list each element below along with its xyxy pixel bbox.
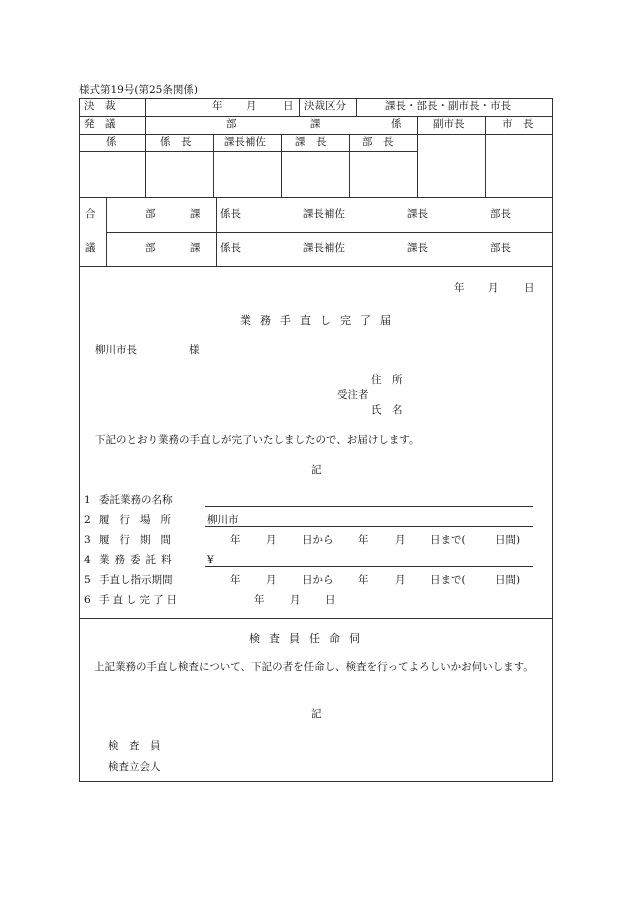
consult-hosa: 課長補佐: [303, 208, 345, 220]
kessai-day: 日: [283, 100, 294, 112]
notice-date-year: 年: [454, 282, 465, 294]
completion-day: 日: [325, 594, 336, 606]
honorific: 様: [189, 344, 200, 356]
completion-month: 月: [290, 594, 301, 606]
consult-section: 課: [190, 242, 201, 254]
consult-dept: 部: [145, 242, 156, 254]
period-year: 年: [358, 534, 369, 546]
consult-kacho: 課長: [407, 242, 428, 254]
consult-label-top: 合: [85, 208, 96, 220]
hatsugi-kakari: 係: [391, 118, 402, 130]
category-value: 課長・部長・副市長・市長: [385, 100, 511, 112]
item-number: 3: [84, 534, 91, 546]
period-month: 月: [266, 534, 277, 546]
period-days: 日間): [495, 574, 521, 586]
period-month: 月: [395, 534, 406, 546]
address-label: 住 所: [371, 374, 403, 386]
notice-date-day: 日: [524, 282, 535, 294]
name-label: 氏 名: [371, 404, 403, 416]
vice-mayor-header: 副市長: [433, 118, 465, 130]
witness-label: 検査立会人: [108, 761, 161, 773]
item-number: 5: [84, 574, 91, 586]
consult-dept: 部: [145, 208, 156, 220]
item-label: 手直し完了日: [99, 594, 180, 606]
period-year: 年: [230, 574, 241, 586]
consult-section: 課: [190, 208, 201, 220]
notice-title: 業務手直し完了届: [240, 314, 400, 327]
item-number: 6: [84, 594, 91, 606]
hatsugi-section: 課: [310, 118, 321, 130]
kessai-year: 年: [212, 100, 223, 112]
notice-ki: 記: [311, 464, 322, 476]
item-value: 柳川市: [207, 514, 239, 526]
contractor-label: 受注者: [337, 389, 369, 401]
item-number: 2: [84, 514, 91, 526]
item-label: 履行場所: [99, 514, 181, 526]
stamp-header-hosa: 課長補佐: [224, 136, 266, 148]
consult-kakaricho: 係長: [220, 208, 241, 220]
item-label: 業務委託料: [99, 554, 177, 566]
period-year: 年: [230, 534, 241, 546]
period-from: 日から: [302, 574, 334, 586]
notice-date-month: 月: [488, 282, 499, 294]
completion-year: 年: [254, 594, 265, 606]
period-until: 日まで(: [430, 574, 466, 586]
period-month: 月: [266, 574, 277, 586]
item-label: 委託業務の名称: [99, 494, 173, 506]
item-number: 4: [84, 554, 91, 566]
category-label: 決裁区分: [304, 100, 346, 112]
consult-label-bottom: 議: [85, 242, 96, 254]
item-label: 手直し指示期間: [99, 574, 173, 586]
consult-kakaricho: 係長: [220, 242, 241, 254]
inspection-body: 上記業務の手直し検査について、下記の者を任命し、検査を行ってよろしいかお伺いします。: [94, 661, 534, 673]
period-until: 日まで(: [430, 534, 466, 546]
hatsugi-label: 発 議: [84, 118, 116, 130]
stamp-header-bucho: 部 長: [362, 136, 394, 148]
item-number: 1: [84, 494, 91, 506]
form-number: 様式第19号(第25条関係): [79, 84, 198, 96]
kessai-label: 決 裁: [84, 100, 116, 112]
consult-bucho: 部長: [490, 208, 511, 220]
notice-body: 下記のとおり業務の手直しが完了いたしましたので、お届けします。: [95, 434, 420, 446]
period-month: 月: [395, 574, 406, 586]
kessai-month: 月: [246, 100, 257, 112]
period-from: 日から: [302, 534, 334, 546]
consult-kacho: 課長: [407, 208, 428, 220]
inspector-label: 検 査 員: [108, 740, 161, 752]
consult-bucho: 部長: [490, 242, 511, 254]
stamp-header-kakari: 係: [106, 136, 117, 148]
inspection-ki: 記: [311, 708, 322, 720]
item-value: ¥: [207, 554, 214, 566]
stamp-header-kacho: 課 長: [295, 136, 327, 148]
period-days: 日間): [495, 534, 521, 546]
addressee: 柳川市長: [95, 344, 137, 356]
item-label: 履行期間: [99, 534, 181, 546]
hatsugi-dept: 部: [226, 118, 237, 130]
inspection-title: 検査員任命伺: [249, 632, 369, 645]
stamp-header-kakaricho: 係 長: [160, 136, 192, 148]
period-year: 年: [358, 574, 369, 586]
mayor-header: 市 長: [502, 118, 534, 130]
consult-hosa: 課長補佐: [303, 242, 345, 254]
